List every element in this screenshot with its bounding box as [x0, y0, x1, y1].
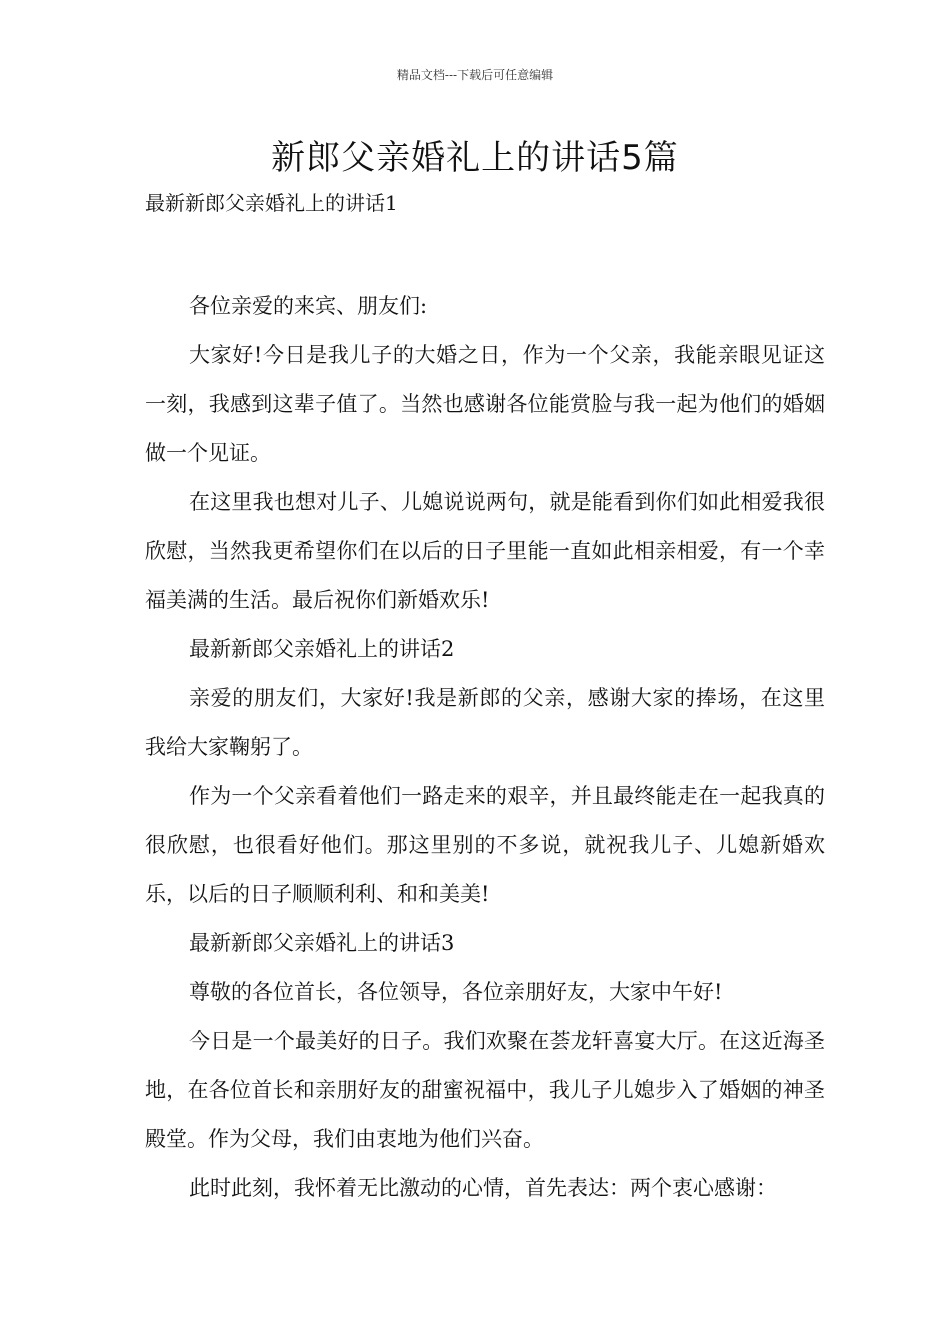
paragraph: 大家好!今日是我儿子的大婚之日，作为一个父亲，我能亲眼见证这一刻，我感到这辈子值了。当然也感谢各位能赏脸与我一起为他们的婚姻做一个见证。 [145, 343, 825, 465]
paragraph: 亲爱的朋友们，大家好!我是新郎的父亲，感谢大家的捧场，在这里我给大家鞠躬了。 [145, 686, 825, 759]
document-body [145, 282, 825, 1213]
section-heading: 最新新郎父亲婚礼上的讲话3 [189, 931, 455, 955]
section-subtitle: 最新新郎父亲婚礼上的讲话1 [145, 191, 398, 215]
paragraph: 作为一个父亲看着他们一路走来的艰辛，并且最终能走在一起我真的很欣慰，也很看好他们。那这里别的不多说，就祝我儿子、儿媳新婚欢乐，以后的日子顺顺利利、和和美美! [145, 784, 825, 906]
paragraph-greeting: 各位亲爱的来宾、朋友们: [189, 294, 428, 318]
paragraph: 今日是一个最美好的日子。我们欢聚在荟龙轩喜宴大厅。在这近海圣地，在各位首长和亲朋好友的甜蜜祝福中，我儿子儿媳步入了婚姻的神圣殿堂。作为父母，我们由衷地为他们兴奋。 [145, 1029, 825, 1151]
paragraph: 在这里我也想对儿子、儿媳说说两句，就是能看到你们如此相爱我很欣慰，当然我更希望你们在以后的日子里能一直如此相亲相爱，有一个幸福美满的生活。最后祝你们新婚欢乐! [145, 490, 825, 612]
paragraph: 尊敬的各位首长，各位领导，各位亲朋好友，大家中午好! [189, 980, 723, 1004]
document-title: 新郎父亲婚礼上的讲话5篇 [271, 138, 679, 178]
header-note: 精品文档---下载后可任意编辑 [396, 68, 554, 82]
section-heading: 最新新郎父亲婚礼上的讲话2 [189, 637, 455, 661]
paragraph: 此时此刻，我怀着无比激动的心情，首先表达：两个衷心感谢： [189, 1176, 777, 1200]
